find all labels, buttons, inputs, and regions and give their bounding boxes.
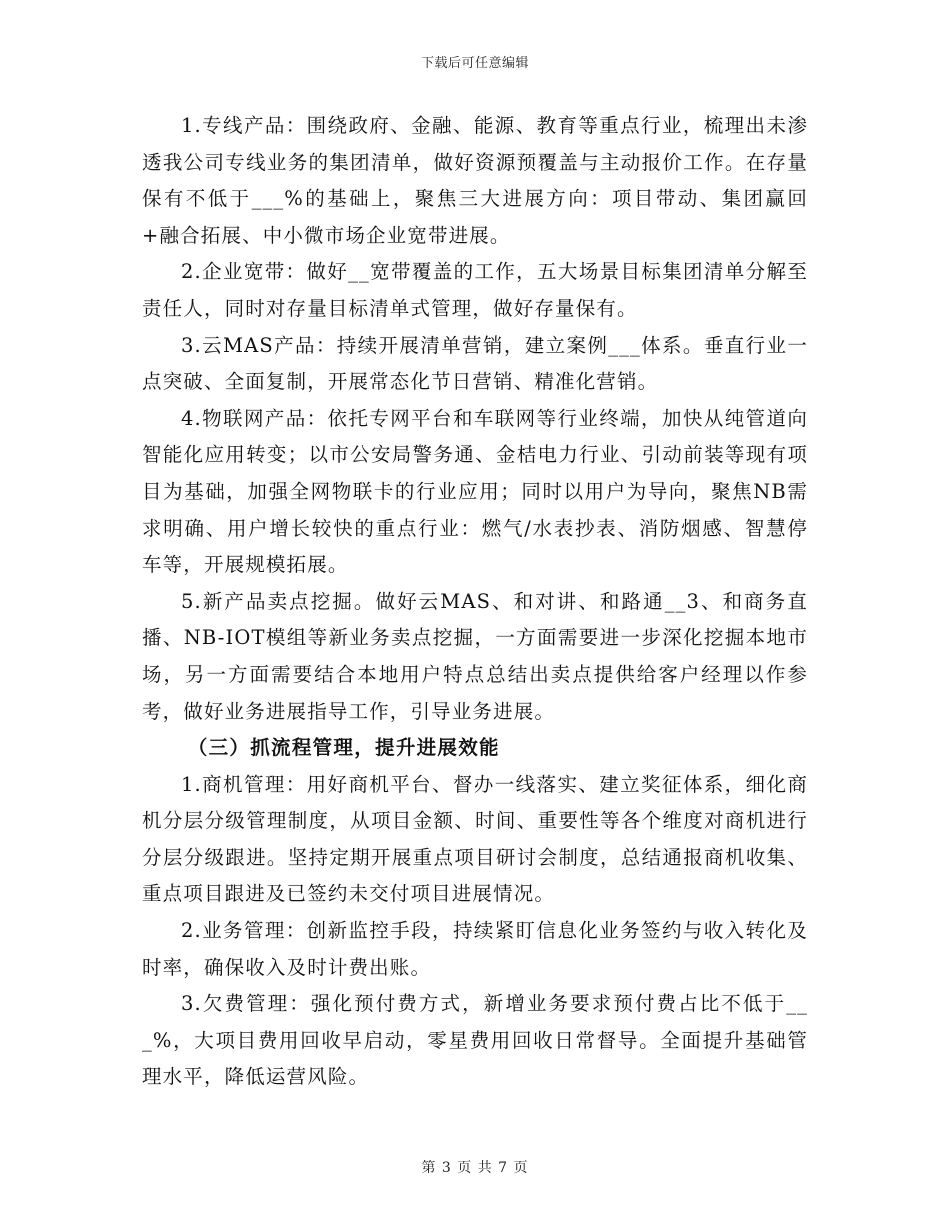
page-footer: 第 3 页 共 7 页: [421, 1160, 529, 1176]
document-body: [142, 108, 808, 1096]
page-header: 下载后可任意编辑: [420, 56, 529, 71]
paragraph-opportunity-management: 1.商机管理：用好商机平台、督办一线落实、建立奖征体系，细化商机分层分级管理制度，从项目金额、时间、重要性等各个维度对商机进行分层分级跟进。坚持定期开展重点项目研讨会制度，总结通报商机收集、重点项目跟进及已签约未交付项目进展情况。: [142, 772, 808, 906]
paragraph-cloud-mas: 3.云MAS产品：持续开展清单营销，建立案例___体系。垂直行业一点突破、全面复制，开展常态化节日营销、精准化营销。: [142, 333, 808, 394]
paragraph-enterprise-broadband: 2.企业宽带：做好__宽带覆盖的工作，五大场景目标集团清单分解至责任人，同时对存量目标清单式管理，做好存量保有。: [142, 260, 808, 320]
section-heading: （三）抓流程管理，提升进展效能: [187, 736, 500, 760]
paragraph-dedicated-line: 1.专线产品：围绕政府、金融、能源、教育等重点行业，梳理出未渗透我公司专线业务的集团清单，做好资源预覆盖与主动报价工作。在存量保有不低于___%的基础上，聚焦三大进展方向：项目带动、集团赢回+融合拓展、中小微市场企业宽带进展。: [142, 114, 808, 247]
paragraph-new-products: 5.新产品卖点挖掘。做好云MAS、和对讲、和路通__3、和商务直播、NB-IOT模组等新业务卖点挖掘，一方面需要进一步深化挖掘本地市场，另一方面需要结合本地用户特点总结出卖点提供给客户经理以作参考，做好业务进展指导工作，引导业务进展。: [142, 589, 808, 723]
paragraph-business-management: 2.业务管理：创新监控手段，持续紧盯信息化业务签约与收入转化及时率，确保收入及时计费出账。: [142, 919, 808, 979]
paragraph-arrears-management: 3.欠费管理：强化预付费方式，新增业务要求预付费占比不低于___%，大项目费用回收早启动，零星费用回收日常督导。全面提升基础管理水平，降低运营风险。: [142, 992, 808, 1089]
paragraph-iot: 4.物联网产品：依托专网平台和车联网等行业终端，加快从纯管道向智能化应用转变；以市公安局警务通、金桔电力行业、引动前装等现有项目为基础，加强全网物联卡的行业应用；同时以用户为导向，聚焦NB需求明确、用户增长较快的重点行业：燃气/水表抄表、消防烟感、智慧停车等，开展规模拓展。: [142, 406, 808, 577]
